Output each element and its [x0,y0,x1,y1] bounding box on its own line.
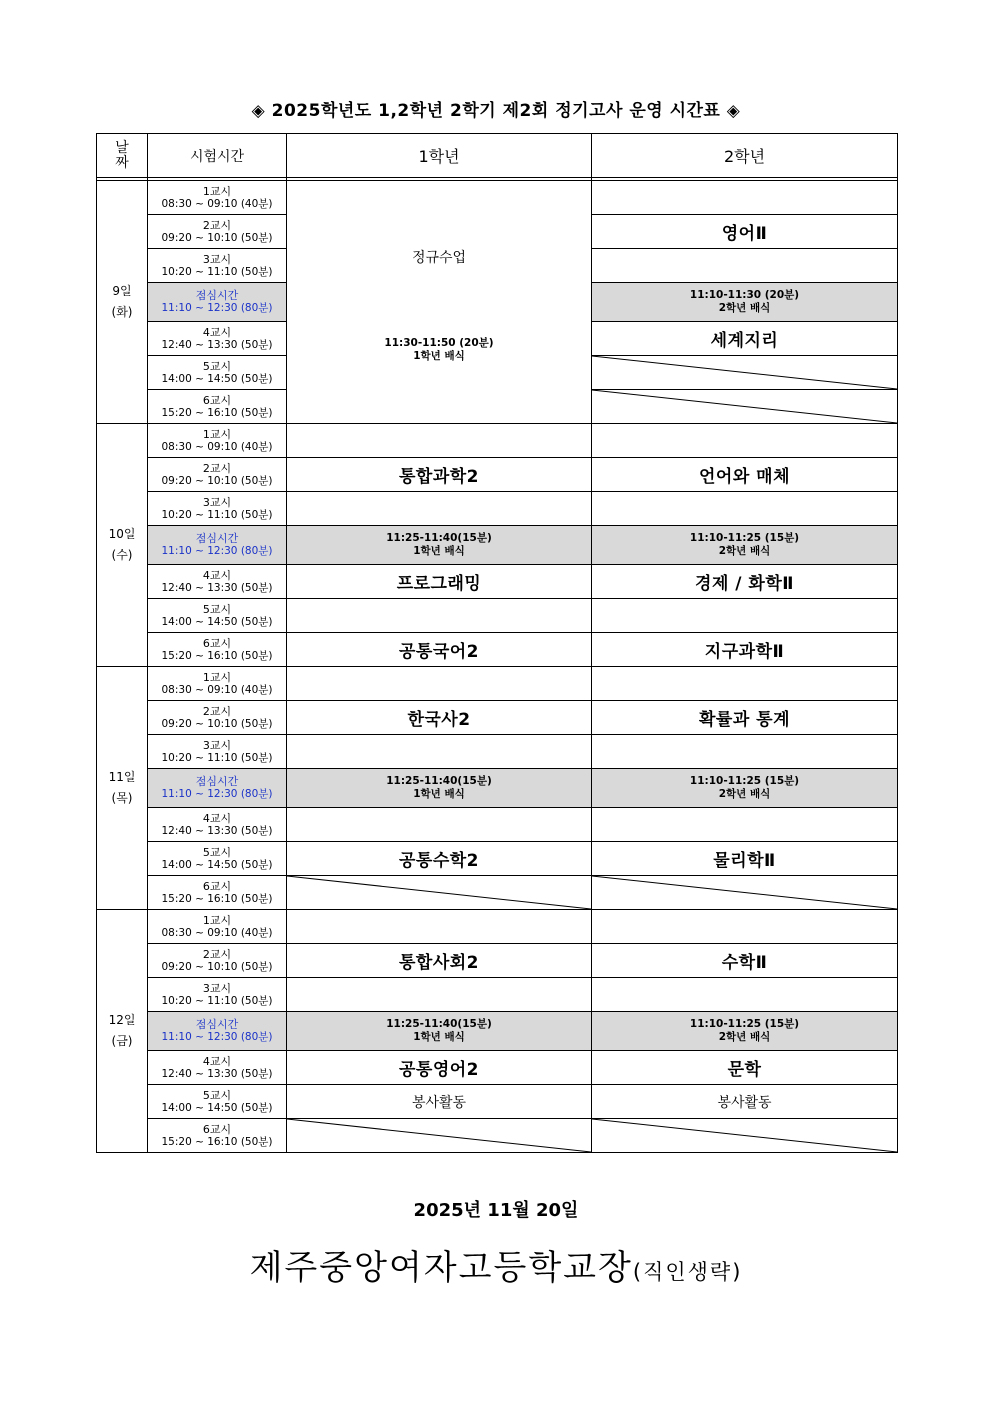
period-time: 14:00 ~ 14:50 (50분) [161,858,273,871]
grade2-subject: 경제 / 화학Ⅱ [592,565,898,599]
period-cell [148,356,287,390]
grade1-subject: 공통국어2 [287,633,592,667]
period-name: 2교시 [202,218,232,232]
date-label: 11일 [108,770,136,784]
period-time: 15:20 ~ 16:10 (50분) [161,649,273,662]
date-cell [97,667,148,910]
grade1-subject: 공통수학2 [287,842,592,876]
period-time: 10:20 ~ 11:10 (50분) [161,751,273,764]
period-name: 6교시 [202,636,232,650]
table-row [97,458,898,492]
period-cell [148,735,287,769]
period-time: 10:20 ~ 11:10 (50분) [161,265,273,278]
grade2-subject: 영어Ⅱ [592,215,898,249]
period-time: 08:30 ~ 09:10 (40분) [161,926,273,939]
grade2-cell-empty [592,181,898,215]
period-time: 14:00 ~ 14:50 (50분) [161,1101,273,1114]
period-name: 1교시 [202,427,232,441]
regular-class-label: 정규수업 [411,249,467,266]
lunch-label: 2학년 배식 [718,545,771,557]
lunch-time: 11:30-11:50 (20분) [384,336,494,349]
table-row [97,701,898,735]
grade1-lunch [287,769,592,808]
diagonal-line [592,876,897,909]
grade1-lunch [287,1012,592,1051]
date-label: 10일 [108,527,136,541]
table-row [97,181,898,215]
grade1-cell-empty [287,667,592,701]
period-time: 14:00 ~ 14:50 (50분) [161,372,273,385]
grade1-subject: 한국사2 [287,701,592,735]
lunch-period-cell [148,283,287,322]
issue-date: 2025년 11월 20일 [413,1200,579,1221]
table-row [97,808,898,842]
period-time: 15:20 ~ 16:10 (50분) [161,1135,273,1148]
table-row [97,735,898,769]
grade2-lunch [592,526,898,565]
period-cell [148,910,287,944]
period-name: 1교시 [202,670,232,684]
period-name: 5교시 [202,359,232,373]
grade1-cell-empty [287,910,592,944]
period-cell [148,667,287,701]
lunch-time: 11:10-11:25 (15분) [689,532,800,544]
grade1-cell-empty [287,599,592,633]
period-time: 10:20 ~ 11:10 (50분) [161,508,273,521]
period-name: 4교시 [202,1054,232,1068]
period-time: 10:20 ~ 11:10 (50분) [161,994,273,1007]
lunch-label: 2학년 배식 [718,1031,771,1043]
period-name: 점심시간 [195,532,239,545]
table-row [97,1012,898,1051]
table-row [97,424,898,458]
period-name: 5교시 [202,1088,232,1102]
lunch-label: 2학년 배식 [718,302,771,314]
period-cell [148,701,287,735]
period-name: 2교시 [202,947,232,961]
grade1-cell-empty [287,424,592,458]
document-title: ◈ 2025학년도 1,2학년 2학기 제2회 정기고사 운영 시간표 ◈ [251,101,741,121]
weekday-label: (금) [111,1034,133,1048]
grade1-subject: 통합사회2 [287,944,592,978]
period-name: 6교시 [202,1122,232,1136]
period-time: 09:20 ~ 10:10 (50분) [161,231,273,244]
period-name: 3교시 [202,738,232,752]
period-time: 11:10 ~ 12:30 (80분) [161,302,273,314]
grade1-cell-empty [287,978,592,1012]
grade2-lunch [592,769,898,808]
grade1-lunch [287,526,592,565]
period-name: 5교시 [202,845,232,859]
period-time: 12:40 ~ 13:30 (50분) [161,824,273,837]
grade1-activity: 봉사활동 [287,1085,592,1119]
grade2-subject: 물리학Ⅱ [592,842,898,876]
grade2-cell-empty [592,249,898,283]
lunch-time: 11:10-11:30 (20분) [689,289,800,301]
grade1-lunch [287,337,591,363]
grade2-subject: 문학 [592,1051,898,1085]
period-time: 08:30 ~ 09:10 (40분) [161,440,273,453]
header-grade1: 1학년 [287,134,592,178]
period-cell [148,808,287,842]
table-row [97,1119,898,1153]
period-name: 6교시 [202,879,232,893]
date-cell [97,910,148,1153]
table-row [97,910,898,944]
lunch-time: 11:10-11:25 (15분) [689,1018,800,1030]
grade2-subject: 수학Ⅱ [592,944,898,978]
date-cell [97,424,148,667]
table-row [97,842,898,876]
table-row [97,978,898,1012]
lunch-time: 11:25-11:40(15분) [386,1018,492,1030]
period-time: 14:00 ~ 14:50 (50분) [161,615,273,628]
grade1-day1-cell [287,181,592,424]
table-row [97,769,898,808]
diagonal-line [287,1119,591,1152]
grade2-cell-empty [592,424,898,458]
table-row [97,599,898,633]
school-signature [0,1240,992,1289]
diagonal-line [592,390,897,423]
period-name: 4교시 [202,568,232,582]
period-name: 2교시 [202,704,232,718]
exam-schedule-table [96,133,898,1153]
grade1-no-exam-cell [287,1119,592,1153]
date-label: 12일 [108,1013,136,1027]
period-cell [148,633,287,667]
period-name: 점심시간 [195,775,239,788]
period-cell [148,458,287,492]
diagonal-line [592,356,897,389]
period-cell [148,322,287,356]
period-time: 12:40 ~ 13:30 (50분) [161,1067,273,1080]
period-cell [148,1119,287,1153]
period-name: 3교시 [202,495,232,509]
period-name: 1교시 [202,184,232,198]
lunch-label: 1학년 배식 [413,545,465,557]
grade2-no-exam-cell [592,390,898,424]
table-row [97,876,898,910]
school-principal-name: 제주중앙여자고등학교장 [249,1248,633,1288]
grade1-cell-empty [287,735,592,769]
header-date: 날 짜 [97,134,148,178]
period-cell [148,944,287,978]
lunch-period-cell [148,1012,287,1051]
period-time: 09:20 ~ 10:10 (50분) [161,960,273,973]
lunch-time: 11:25-11:40(15분) [386,532,492,544]
period-name: 1교시 [202,913,232,927]
grade2-subject: 확률과 통계 [592,701,898,735]
lunch-time: 11:10-11:25 (15분) [689,775,800,787]
period-time: 12:40 ~ 13:30 (50분) [161,338,273,351]
table-row [97,492,898,526]
diagonal-line [287,876,591,909]
table-row [97,565,898,599]
table-row [97,1051,898,1085]
grade2-no-exam-cell [592,356,898,390]
grade2-cell-empty [592,735,898,769]
period-name: 5교시 [202,602,232,616]
period-name: 2교시 [202,461,232,475]
lunch-time: 11:25-11:40(15분) [386,775,492,787]
period-cell [148,876,287,910]
lunch-period-cell [148,526,287,565]
period-name: 6교시 [202,393,232,407]
grade2-lunch [592,1012,898,1051]
grade2-subject: 세계지리 [592,322,898,356]
header-row [97,134,898,178]
table-row [97,633,898,667]
grade2-activity: 봉사활동 [592,1085,898,1119]
period-cell [148,599,287,633]
period-name: 3교시 [202,981,232,995]
period-name: 점심시간 [195,1018,239,1031]
lunch-period-cell [148,769,287,808]
date-label: 9일 [112,284,132,298]
lunch-label: 1학년 배식 [413,349,465,362]
grade1-subject: 통합과학2 [287,458,592,492]
period-cell [148,1085,287,1119]
grade1-subject: 프로그래밍 [287,565,592,599]
period-cell [148,249,287,283]
period-cell [148,181,287,215]
weekday-label: (화) [111,305,133,319]
table-row [97,667,898,701]
table-row [97,944,898,978]
period-time: 12:40 ~ 13:30 (50분) [161,581,273,594]
period-time: 09:20 ~ 10:10 (50분) [161,717,273,730]
grade2-cell-empty [592,492,898,526]
grade1-cell-empty [287,492,592,526]
period-cell [148,424,287,458]
grade2-lunch [592,283,898,322]
period-time: 11:10 ~ 12:30 (80분) [161,545,273,557]
seal-omitted-note: (직인생략) [632,1260,743,1284]
header-grade2: 2학년 [592,134,898,178]
period-cell [148,215,287,249]
lunch-label: 1학년 배식 [413,1031,465,1043]
lunch-label: 2학년 배식 [718,788,771,800]
grade1-cell-empty [287,808,592,842]
weekday-label: (수) [111,548,133,562]
period-cell [148,565,287,599]
grade2-no-exam-cell [592,1119,898,1153]
period-time: 15:20 ~ 16:10 (50분) [161,406,273,419]
period-name: 3교시 [202,252,232,266]
table-row [97,526,898,565]
period-time: 08:30 ~ 09:10 (40분) [161,197,273,210]
grade2-no-exam-cell [592,876,898,910]
table-row [97,1085,898,1119]
period-time: 08:30 ~ 09:10 (40분) [161,683,273,696]
grade2-cell-empty [592,667,898,701]
period-cell [148,1051,287,1085]
period-name: 4교시 [202,325,232,339]
grade2-cell-empty [592,599,898,633]
period-time: 11:10 ~ 12:30 (80분) [161,1031,273,1043]
period-time: 15:20 ~ 16:10 (50분) [161,892,273,905]
grade2-cell-empty [592,910,898,944]
diagonal-line [592,1119,897,1152]
grade1-no-exam-cell [287,876,592,910]
period-cell [148,390,287,424]
grade2-cell-empty [592,808,898,842]
date-cell [97,181,148,424]
period-time: 09:20 ~ 10:10 (50분) [161,474,273,487]
grade2-subject: 지구과학Ⅱ [592,633,898,667]
period-name: 점심시간 [195,289,239,302]
lunch-label: 1학년 배식 [413,788,465,800]
grade1-subject: 공통영어2 [287,1051,592,1085]
period-time: 11:10 ~ 12:30 (80분) [161,788,273,800]
header-time: 시험시간 [148,134,287,178]
grade2-cell-empty [592,978,898,1012]
period-cell [148,492,287,526]
period-name: 4교시 [202,811,232,825]
period-cell [148,978,287,1012]
grade2-subject: 언어와 매체 [592,458,898,492]
period-cell [148,842,287,876]
weekday-label: (목) [111,791,133,805]
